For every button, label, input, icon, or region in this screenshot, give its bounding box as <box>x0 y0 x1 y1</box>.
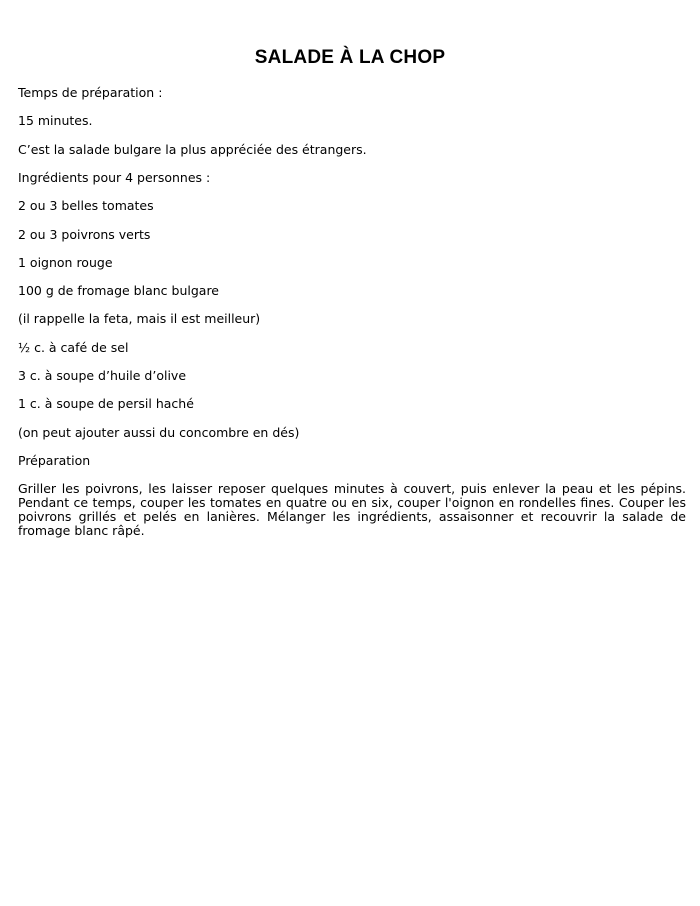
preparation-paragraph: Griller les poivrons, les laisser reposer quelques minutes à couvert, puis enlever la peau et les pépins. Pendant ce temps, couper les tomates en quatre ou en six, couper l'oignon en rondelles fines. Couper les poivrons grillés et pelés en lanières. Mélanger les ingrédients, assaisonner et recouvrir la salade de fromage blanc râpé. <box>18 481 686 538</box>
text-line-prep-time-label: Temps de préparation : <box>18 85 163 100</box>
ingredient-item: ½ c. à café de sel <box>18 340 129 355</box>
ingredient-note: (il rappelle la feta, mais il est meilleur) <box>18 311 261 326</box>
document-title: SALADE À LA CHOP <box>254 47 446 68</box>
text-line-prep-time-value: 15 minutes. <box>18 113 93 128</box>
preparation-heading: Préparation <box>18 453 91 468</box>
ingredient-item: 2 ou 3 poivrons verts <box>18 227 151 242</box>
text-line-intro: C’est la salade bulgare la plus appréciée des étrangers. <box>18 142 367 157</box>
ingredient-item: 3 c. à soupe d’huile d’olive <box>18 368 187 383</box>
text-line-ingredients-heading: Ingrédients pour 4 personnes : <box>18 170 211 185</box>
ingredient-item: 2 ou 3 belles tomates <box>18 198 154 213</box>
ingredient-item: 100 g de fromage blanc bulgare <box>18 283 220 298</box>
ingredient-item: 1 oignon rouge <box>18 255 113 270</box>
ingredient-note: (on peut ajouter aussi du concombre en dés) <box>18 425 300 440</box>
ingredient-item: 1 c. à soupe de persil haché <box>18 396 194 411</box>
